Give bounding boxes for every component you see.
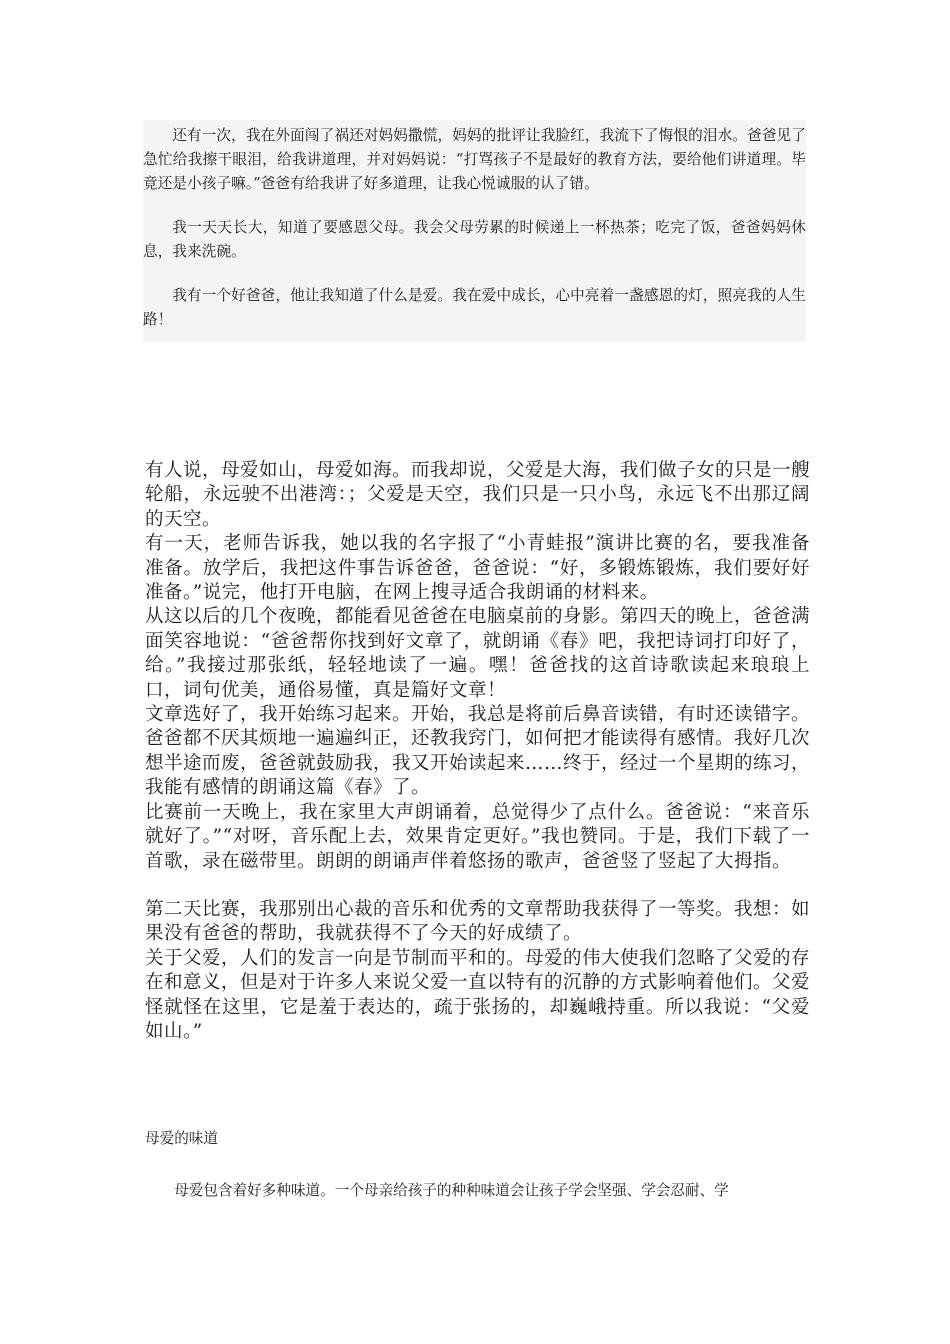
essay-paragraph-1: 有人说，母爱如山，母爱如海。而我却说，父爱是大海，我们做子女的只是一艘轮船，永远驶不出港湾：；父爱是天空，我们只是一只小鸟，永远飞不出那辽阔的天空。: [145, 460, 811, 530]
shaded-text-block: [143, 120, 806, 342]
essay-paragraph-7: 关于父爱，人们的发言一向是节制而平和的。母爱的伟大使我们忽略了父爱的存在和意义，但是对于许多人来说父爱一直以特有的沉静的方式影响着他们。父爱怪就怪在这里，它是羞于表达的，疏于张扬的，却巍峨持重。所以我说：“父爱如山。”: [145, 947, 811, 1042]
essay-paragraph-2: 有一天，老师告诉我，她以我的名字报了“小青蛙报”演讲比赛的名，要我准备准备。放学后，我把这件事告诉爸爸，爸爸说：“好，多锻炼锻炼，我们要好好准备。”说完，他打开电脑，在网上搜寻适合我朗诵的材料来。: [145, 533, 810, 604]
paragraph-apology-story: 还有一次，我在外面闯了祸还对妈妈撒慌，妈妈的批评让我脸红，我流下了悔恨的泪水。爸爸见了急忙给我擦干眼泪，给我讲道理，并对妈妈说：“打骂孩子不是最好的教育方法，要给他们讲道理。毕竟还是小孩子嘛。”爸爸有给我讲了好多道理，让我心悦诚服的认了错。: [143, 127, 806, 192]
essay-father-love: [145, 459, 810, 1044]
essay-paragraph-3: 从这以后的几个夜晚，都能看见爸爸在电脑桌前的身影。第四天的晚上，爸爸满面笑容地说：“爸爸帮你找到好文章了，就朗诵《春》吧，我把诗词打印好了，给。”我接过那张纸，轻轻地读了一遍。嘿！爸爸找的这首诗歌读起来琅琅上口，词句优美，通俗易懂，真是篇好文章！: [145, 606, 811, 701]
essay-paragraph-6: 第二天比赛，我那别出心裁的音乐和优秀的文章帮助我获得了一等奖。我想：如果没有爸爸的帮助，我就获得不了今天的好成绩了。: [145, 898, 811, 945]
paragraph-gratitude: 我一天天长大，知道了要感恩父母。我会父母劳累的时候递上一杯热茶；吃完了饭，爸爸妈妈休息，我来洗碗。: [143, 219, 806, 260]
essay-paragraph-5: 比赛前一天晚上，我在家里大声朗诵着，总觉得少了点什么。爸爸说：“来音乐就好了。”“对呀，音乐配上去，效果肯定更好。”我也赞同。于是，我们下载了一首歌，录在磁带里。朗朗的朗诵声伴着悠扬的歌声，爸爸竖了竖起了大拇指。: [145, 801, 810, 872]
paragraph-good-father: 我有一个好爸爸，他让我知道了什么是爱。我在爱中成长，心中亮着一盏感恩的灯，照亮我的人生路！: [143, 287, 806, 328]
next-essay-first-line: 母爱包含着好多种味道。一个母亲给孩子的种种味道会让孩子学会坚强、学会忍耐、学: [174, 1182, 729, 1199]
next-essay-title: 母爱的味道: [145, 1130, 218, 1147]
essay-paragraph-4: 文章选好了，我开始练习起来。开始，我总是将前后鼻音读错，有时还读错字。爸爸都不厌其烦地一遍遍纠正，还教我窍门，如何把才能读得有感情。我好几次想半途而废，爸爸就鼓励我，我又开始读起来……终于，经过一个星期的练习，我能有感情的朗诵这篇《春》了。: [145, 704, 811, 799]
